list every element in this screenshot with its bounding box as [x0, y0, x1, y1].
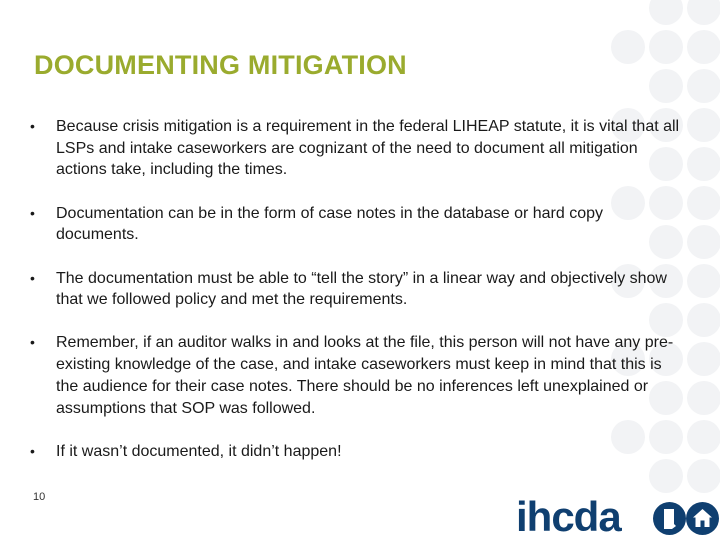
bullet-item: [30, 441, 684, 463]
logo-wordmark: ihcda: [516, 493, 621, 540]
ihcda-logo: [516, 493, 720, 540]
bullet-item: [30, 268, 684, 311]
bullet-list: [30, 116, 684, 484]
bullet-item: [30, 116, 684, 181]
bullet-item: [30, 332, 684, 419]
bullet-marker: •: [30, 204, 35, 221]
bullet-text: Because crisis mitigation is a requirement in the federal LIHEAP statute, it is vital that all LSPs and intake caseworkers are cognizant of the need to document all mitigation actions take, including the times.: [56, 118, 680, 179]
bullet-marker: •: [30, 269, 35, 286]
bullet-text: The documentation must be able to “tell the story” in a linear way and objectively show that we followed policy and met the requirements.: [56, 269, 667, 309]
bullet-text: Remember, if an auditor walks in and looks at the file, this person will not have any pre-existing knowledge of the case, and intake caseworkers must keep in mind that this is the audience for their case notes. There should be no inferences left unexplained or assumptions that SOP was followed.: [56, 334, 674, 417]
indiana-state-icon: [653, 502, 686, 535]
bullet-text: If it wasn’t documented, it didn’t happen!: [56, 442, 342, 460]
bullet-marker: •: [30, 442, 35, 459]
bullet-marker: •: [30, 334, 35, 351]
bullet-text: Documentation can be in the form of case notes in the database or hard copy documents.: [56, 204, 603, 244]
bullet-item: [30, 203, 684, 246]
slide-number: 10: [33, 491, 46, 503]
bullet-marker: •: [30, 118, 35, 134]
house-icon: [686, 502, 719, 535]
slide-title: DOCUMENTING MITIGATION: [34, 50, 407, 80]
